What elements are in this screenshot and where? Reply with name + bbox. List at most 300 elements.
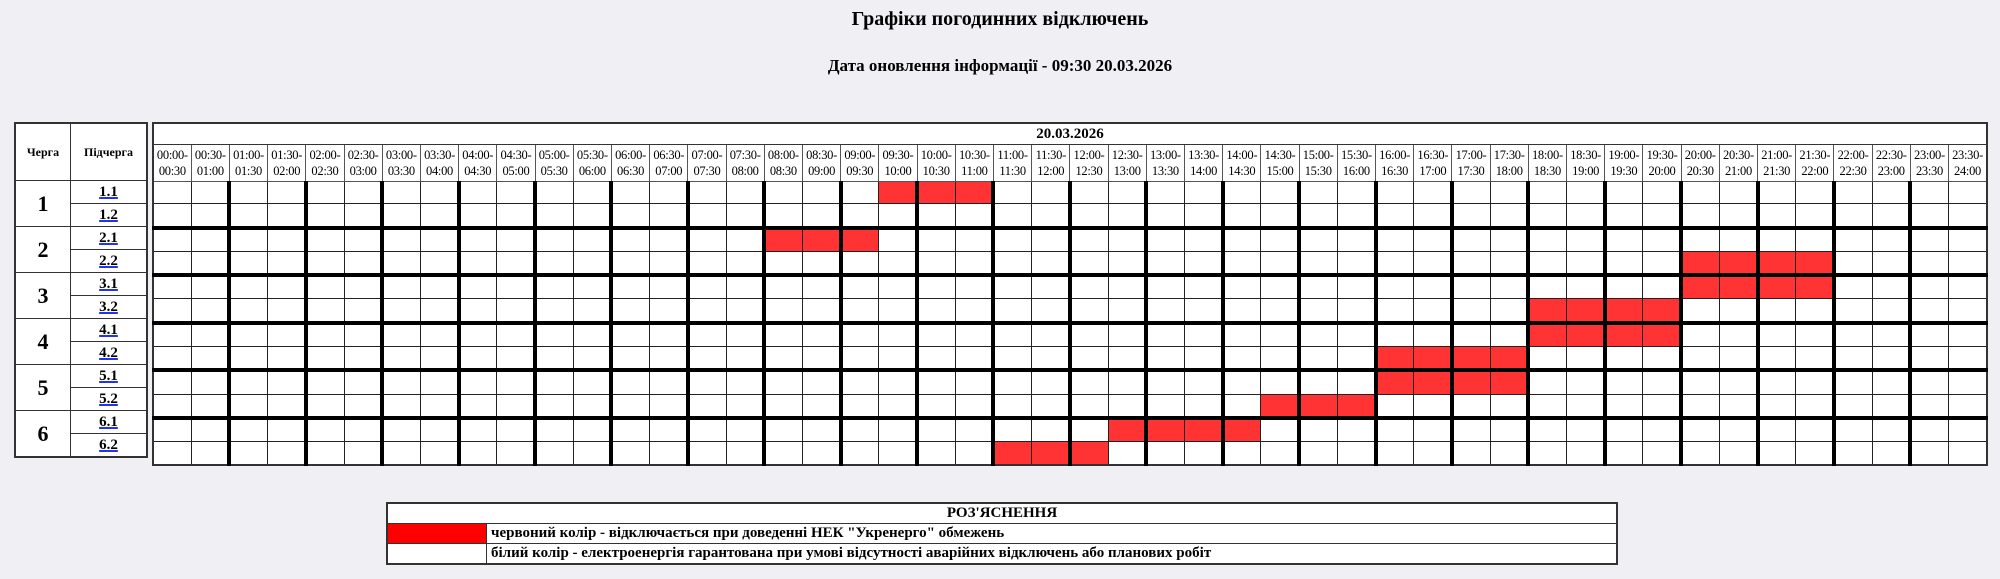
power-cell	[1872, 228, 1910, 252]
power-cell	[1032, 394, 1070, 418]
power-cell	[1452, 442, 1490, 465]
subqueue-link[interactable]: 4.2	[99, 345, 118, 361]
time-slot-header: 02:30- 03:00	[344, 145, 382, 182]
time-slot-header: 02:00- 02:30	[306, 145, 344, 182]
power-cell	[1719, 299, 1757, 323]
power-cell	[955, 204, 993, 228]
power-cell	[535, 299, 573, 323]
power-cell	[1032, 251, 1070, 275]
power-cell	[1414, 228, 1452, 252]
power-cell	[382, 347, 420, 371]
time-slot-header: 10:30- 11:00	[955, 145, 993, 182]
legend-swatch-red	[387, 524, 487, 544]
power-cell	[1261, 275, 1299, 299]
power-cell	[1605, 251, 1643, 275]
power-cell	[1796, 370, 1834, 394]
power-cell	[1452, 204, 1490, 228]
power-cell	[1567, 347, 1605, 371]
power-cell	[420, 228, 458, 252]
power-cell	[573, 251, 611, 275]
power-cell	[344, 204, 382, 228]
power-cell	[191, 228, 229, 252]
power-cell	[1299, 323, 1337, 347]
power-cell	[497, 182, 535, 204]
power-cell	[1414, 299, 1452, 323]
power-cell	[1223, 228, 1261, 252]
power-cell	[1261, 347, 1299, 371]
power-cell	[268, 299, 306, 323]
power-cell	[650, 347, 688, 371]
power-cell	[1452, 299, 1490, 323]
power-cell	[1108, 251, 1146, 275]
power-cell	[1834, 442, 1872, 465]
power-cell	[229, 394, 267, 418]
power-cell	[420, 370, 458, 394]
power-cell	[420, 418, 458, 442]
time-slot-header: 16:30- 17:00	[1414, 145, 1452, 182]
power-cell	[1490, 228, 1528, 252]
power-cell	[1605, 370, 1643, 394]
time-slot-header: 00:00- 00:30	[153, 145, 191, 182]
power-cell	[841, 299, 879, 323]
power-cell	[1414, 182, 1452, 204]
queue-row	[15, 365, 147, 388]
power-cell	[1719, 228, 1757, 252]
power-cell	[611, 370, 649, 394]
subqueue-link[interactable]: 4.1	[99, 322, 118, 338]
power-cell	[1223, 323, 1261, 347]
power-cell	[459, 418, 497, 442]
subqueue-link[interactable]: 3.2	[99, 299, 118, 315]
power-cell	[306, 370, 344, 394]
power-cell	[306, 394, 344, 418]
time-slot-header: 04:00- 04:30	[459, 145, 497, 182]
time-slot-header: 06:30- 07:00	[650, 145, 688, 182]
power-cell	[1490, 418, 1528, 442]
power-cell	[841, 347, 879, 371]
power-cell	[1528, 228, 1566, 252]
power-cell	[917, 251, 955, 275]
power-cell	[1719, 204, 1757, 228]
power-cell	[459, 442, 497, 465]
power-cell	[993, 204, 1031, 228]
power-cell	[1528, 251, 1566, 275]
power-cell	[993, 370, 1031, 394]
power-cell	[1605, 228, 1643, 252]
power-cell	[459, 275, 497, 299]
outage-cell	[1146, 418, 1184, 442]
power-cell	[1910, 347, 1948, 371]
power-cell	[1681, 442, 1719, 465]
subqueue-column-header: Підчерга	[71, 123, 148, 181]
power-cell	[1528, 418, 1566, 442]
power-cell	[229, 204, 267, 228]
power-cell	[1376, 418, 1414, 442]
power-cell	[1376, 251, 1414, 275]
outage-cell	[1108, 418, 1146, 442]
power-cell	[573, 418, 611, 442]
legend	[386, 502, 1618, 565]
power-cell	[1910, 182, 1948, 204]
power-cell	[1834, 251, 1872, 275]
power-cell	[1719, 442, 1757, 465]
outage-cell	[1414, 370, 1452, 394]
power-cell	[688, 182, 726, 204]
subqueue-cell	[71, 181, 148, 204]
power-cell	[1223, 299, 1261, 323]
power-cell	[459, 182, 497, 204]
power-cell	[650, 442, 688, 465]
power-cell	[955, 228, 993, 252]
power-cell	[1376, 299, 1414, 323]
power-cell	[1070, 228, 1108, 252]
power-cell	[1872, 275, 1910, 299]
power-cell	[1567, 442, 1605, 465]
power-cell	[1834, 394, 1872, 418]
power-cell	[382, 182, 420, 204]
power-cell	[955, 251, 993, 275]
schedule-grid	[152, 122, 1988, 466]
power-cell	[1261, 251, 1299, 275]
subqueue-link[interactable]: 2.2	[99, 253, 118, 269]
power-cell	[841, 204, 879, 228]
time-slot-header: 14:00- 14:30	[1223, 145, 1261, 182]
power-cell	[1872, 394, 1910, 418]
subqueue-cell	[71, 273, 148, 296]
power-cell	[650, 418, 688, 442]
power-cell	[611, 347, 649, 371]
power-cell	[1337, 275, 1375, 299]
power-cell	[1108, 204, 1146, 228]
power-cell	[1796, 299, 1834, 323]
power-cell	[1949, 347, 1987, 371]
power-cell	[1490, 275, 1528, 299]
subqueue-link[interactable]: 6.1	[99, 414, 118, 430]
power-cell	[611, 275, 649, 299]
power-cell	[879, 275, 917, 299]
power-cell	[764, 275, 802, 299]
power-cell	[1032, 370, 1070, 394]
power-cell	[1949, 204, 1987, 228]
outage-cell	[1528, 323, 1566, 347]
power-cell	[764, 323, 802, 347]
power-cell	[497, 418, 535, 442]
subqueue-link[interactable]: 6.2	[99, 437, 118, 453]
schedule-row-4-2	[153, 347, 1987, 371]
time-slot-header: 20:00- 20:30	[1681, 145, 1719, 182]
power-cell	[1643, 228, 1681, 252]
power-cell	[764, 394, 802, 418]
time-slot-header: 01:00- 01:30	[229, 145, 267, 182]
power-cell	[344, 347, 382, 371]
power-cell	[1184, 442, 1222, 465]
power-cell	[879, 442, 917, 465]
power-cell	[1758, 323, 1796, 347]
power-cell	[1949, 442, 1987, 465]
power-cell	[1949, 299, 1987, 323]
schedule-row-3-2	[153, 299, 1987, 323]
queue-row	[15, 411, 147, 434]
power-cell	[1605, 275, 1643, 299]
power-cell	[344, 299, 382, 323]
subqueue-link[interactable]: 5.2	[99, 391, 118, 407]
power-cell	[344, 418, 382, 442]
power-cell	[1758, 182, 1796, 204]
power-cell	[1070, 251, 1108, 275]
outage-cell	[1490, 370, 1528, 394]
power-cell	[1796, 182, 1834, 204]
power-cell	[1108, 442, 1146, 465]
power-cell	[650, 182, 688, 204]
power-cell	[1834, 182, 1872, 204]
power-cell	[1337, 182, 1375, 204]
power-cell	[1490, 442, 1528, 465]
time-slot-header: 07:00- 07:30	[688, 145, 726, 182]
power-cell	[802, 347, 840, 371]
power-cell	[1261, 299, 1299, 323]
power-cell	[191, 251, 229, 275]
power-cell	[802, 275, 840, 299]
power-cell	[1681, 182, 1719, 204]
power-cell	[688, 418, 726, 442]
power-cell	[955, 347, 993, 371]
time-slot-header: 11:00- 11:30	[993, 145, 1031, 182]
schedule-row-2-1	[153, 228, 1987, 252]
power-cell	[1070, 275, 1108, 299]
power-cell	[1528, 394, 1566, 418]
power-cell	[802, 323, 840, 347]
power-cell	[191, 275, 229, 299]
power-cell	[611, 204, 649, 228]
power-cell	[153, 442, 191, 465]
outage-cell	[1605, 299, 1643, 323]
time-slot-header: 15:30- 16:00	[1337, 145, 1375, 182]
power-cell	[1949, 370, 1987, 394]
subqueue-link[interactable]: 1.2	[99, 207, 118, 223]
power-cell	[1299, 418, 1337, 442]
outage-cell	[1758, 275, 1796, 299]
time-slot-header: 20:30- 21:00	[1719, 145, 1757, 182]
power-cell	[917, 275, 955, 299]
power-cell	[1184, 394, 1222, 418]
power-cell	[955, 275, 993, 299]
power-cell	[917, 228, 955, 252]
time-slot-header: 09:00- 09:30	[841, 145, 879, 182]
power-cell	[879, 204, 917, 228]
outage-cell	[1223, 418, 1261, 442]
power-cell	[879, 418, 917, 442]
power-cell	[1299, 442, 1337, 465]
power-cell	[1032, 323, 1070, 347]
power-cell	[306, 228, 344, 252]
power-cell	[1376, 182, 1414, 204]
power-cell	[1643, 251, 1681, 275]
power-cell	[1719, 347, 1757, 371]
time-slot-header: 22:30- 23:00	[1872, 145, 1910, 182]
power-cell	[688, 323, 726, 347]
outage-cell	[841, 228, 879, 252]
power-cell	[1681, 228, 1719, 252]
power-cell	[1834, 204, 1872, 228]
power-cell	[955, 394, 993, 418]
power-cell	[1796, 204, 1834, 228]
power-cell	[1949, 251, 1987, 275]
power-cell	[1758, 228, 1796, 252]
power-cell	[535, 370, 573, 394]
queue-number: 6	[15, 411, 71, 458]
time-slot-header: 23:00- 23:30	[1910, 145, 1948, 182]
power-cell	[1949, 182, 1987, 204]
schedule-row-3-1	[153, 275, 1987, 299]
power-cell	[841, 370, 879, 394]
power-cell	[802, 418, 840, 442]
power-cell	[344, 182, 382, 204]
power-cell	[573, 370, 611, 394]
power-cell	[1719, 418, 1757, 442]
power-cell	[268, 394, 306, 418]
power-cell	[459, 370, 497, 394]
power-cell	[573, 394, 611, 418]
power-cell	[1796, 394, 1834, 418]
subqueue-cell	[71, 365, 148, 388]
power-cell	[229, 418, 267, 442]
update-date: Дата оновлення інформації - 09:30 20.03.2026	[827, 56, 1173, 75]
power-cell	[1299, 251, 1337, 275]
power-cell	[497, 347, 535, 371]
power-cell	[306, 442, 344, 465]
power-cell	[1681, 299, 1719, 323]
power-cell	[1337, 323, 1375, 347]
power-cell	[1070, 204, 1108, 228]
power-cell	[879, 394, 917, 418]
power-cell	[153, 275, 191, 299]
outage-cell	[1796, 251, 1834, 275]
subqueue-link[interactable]: 3.1	[99, 276, 118, 292]
page-title: Графіки погодинних відключень	[851, 8, 1149, 30]
power-cell	[1261, 182, 1299, 204]
power-cell	[459, 204, 497, 228]
subqueue-link[interactable]: 5.1	[99, 368, 118, 384]
time-slot-header: 22:00- 22:30	[1834, 145, 1872, 182]
time-slot-header: 19:00- 19:30	[1605, 145, 1643, 182]
subqueue-cell	[71, 250, 148, 273]
outage-cell	[1643, 323, 1681, 347]
power-cell	[497, 275, 535, 299]
power-cell	[726, 418, 764, 442]
power-cell	[1872, 323, 1910, 347]
power-cell	[1643, 442, 1681, 465]
power-cell	[1032, 228, 1070, 252]
power-cell	[650, 370, 688, 394]
power-cell	[879, 323, 917, 347]
power-cell	[1070, 323, 1108, 347]
power-cell	[306, 418, 344, 442]
time-slot-header: 05:30- 06:00	[573, 145, 611, 182]
power-cell	[726, 299, 764, 323]
power-cell	[1184, 228, 1222, 252]
power-cell	[497, 323, 535, 347]
power-cell	[1910, 275, 1948, 299]
power-cell	[573, 182, 611, 204]
power-cell	[917, 323, 955, 347]
power-cell	[688, 204, 726, 228]
power-cell	[306, 251, 344, 275]
power-cell	[344, 323, 382, 347]
outage-cell	[1681, 251, 1719, 275]
power-cell	[764, 182, 802, 204]
power-cell	[1452, 323, 1490, 347]
power-cell	[1528, 204, 1566, 228]
power-cell	[535, 394, 573, 418]
subqueue-link[interactable]: 1.1	[99, 184, 118, 200]
power-cell	[1337, 418, 1375, 442]
outage-cell	[1490, 347, 1528, 371]
power-cell	[1414, 204, 1452, 228]
power-cell	[1452, 251, 1490, 275]
power-cell	[764, 251, 802, 275]
power-cell	[1605, 182, 1643, 204]
power-cell	[764, 370, 802, 394]
outage-cell	[1070, 442, 1108, 465]
power-cell	[611, 228, 649, 252]
power-cell	[1146, 275, 1184, 299]
queue-row	[15, 273, 147, 296]
power-cell	[650, 323, 688, 347]
outage-cell	[1299, 394, 1337, 418]
power-cell	[1758, 394, 1796, 418]
power-cell	[1414, 251, 1452, 275]
power-cell	[1605, 418, 1643, 442]
power-cell	[268, 251, 306, 275]
power-cell	[535, 442, 573, 465]
power-cell	[1337, 204, 1375, 228]
power-cell	[1567, 275, 1605, 299]
power-cell	[802, 299, 840, 323]
power-cell	[993, 182, 1031, 204]
power-cell	[153, 299, 191, 323]
power-cell	[1796, 418, 1834, 442]
outage-cell	[1376, 370, 1414, 394]
power-cell	[650, 299, 688, 323]
power-cell	[535, 275, 573, 299]
power-cell	[802, 251, 840, 275]
outage-cell	[1032, 442, 1070, 465]
schedule-row-5-1	[153, 370, 1987, 394]
power-cell	[611, 323, 649, 347]
power-cell	[955, 323, 993, 347]
power-cell	[1643, 418, 1681, 442]
power-cell	[1414, 442, 1452, 465]
power-cell	[879, 370, 917, 394]
power-cell	[1108, 347, 1146, 371]
power-cell	[344, 275, 382, 299]
power-cell	[153, 182, 191, 204]
power-cell	[1643, 370, 1681, 394]
power-cell	[1337, 370, 1375, 394]
time-slot-header: 03:00- 03:30	[382, 145, 420, 182]
time-slot-header: 16:00- 16:30	[1376, 145, 1414, 182]
power-cell	[1643, 204, 1681, 228]
power-cell	[1490, 204, 1528, 228]
power-cell	[1376, 323, 1414, 347]
power-cell	[1414, 275, 1452, 299]
time-slot-header: 13:00- 13:30	[1146, 145, 1184, 182]
power-cell	[344, 394, 382, 418]
subqueue-link[interactable]: 2.1	[99, 230, 118, 246]
power-cell	[1337, 347, 1375, 371]
power-cell	[420, 275, 458, 299]
power-cell	[1490, 323, 1528, 347]
